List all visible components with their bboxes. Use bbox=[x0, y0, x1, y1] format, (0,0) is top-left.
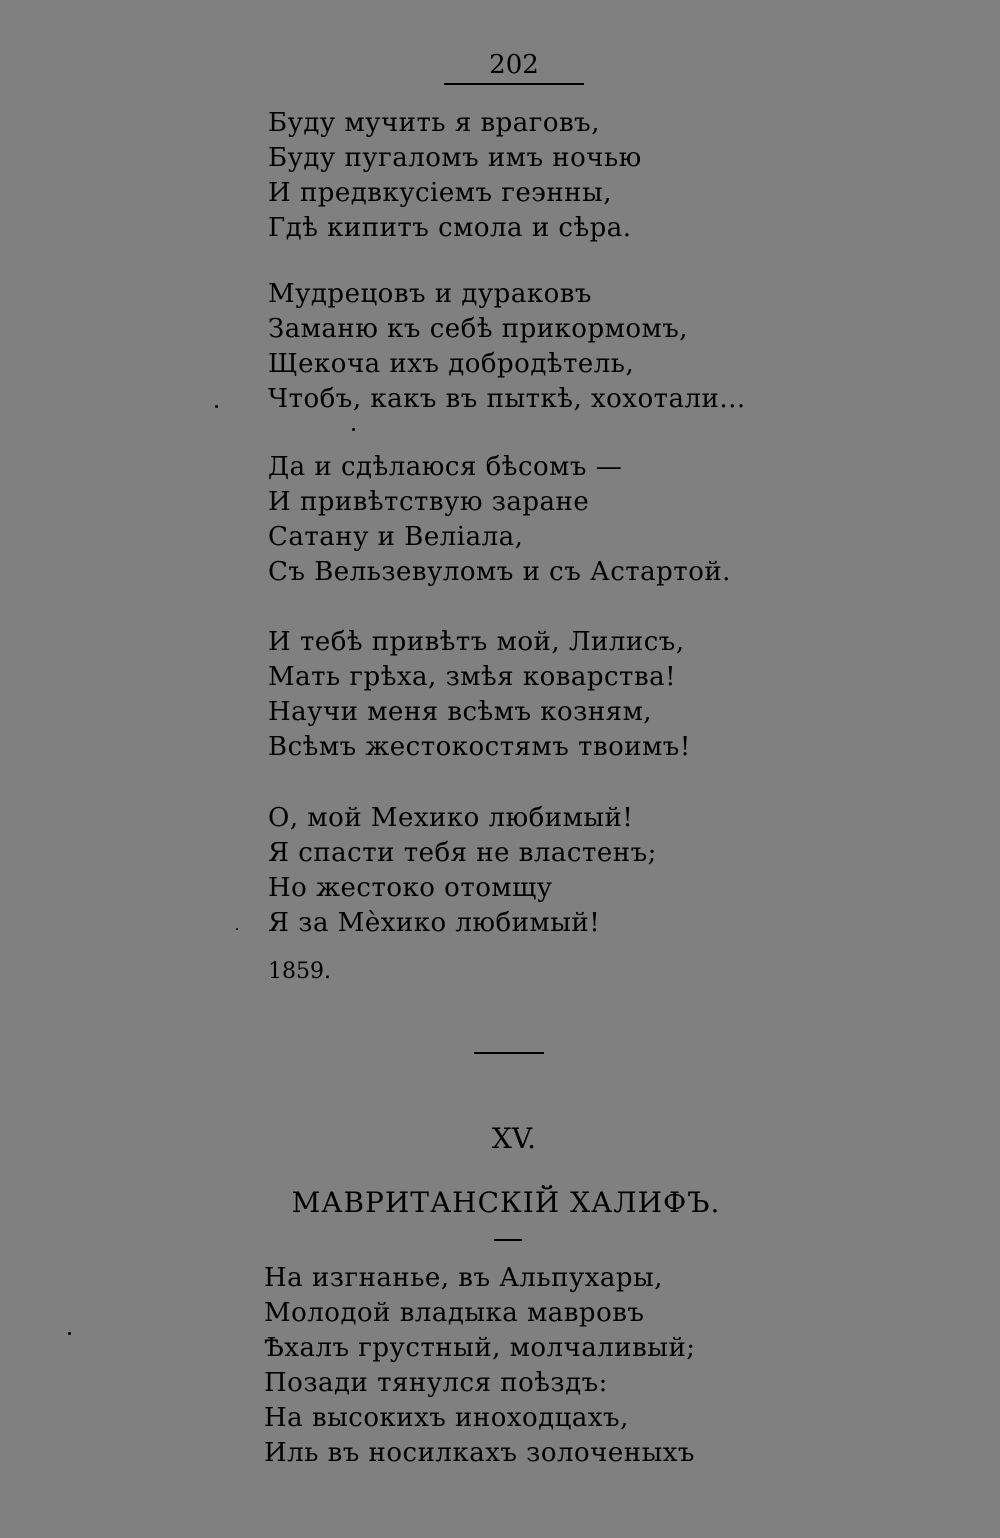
scan-speck bbox=[236, 928, 238, 930]
page-number: 202 bbox=[489, 50, 539, 80]
verse-line: Иль въ носилкахъ золоченыхъ bbox=[264, 1438, 695, 1468]
verse-line: На высокихъ иноходцахъ, bbox=[264, 1403, 629, 1433]
verse-line: Чтобъ, какъ въ пыткѣ, хохотали... bbox=[268, 384, 746, 414]
verse-line: Гдѣ кипитъ смола и сѣра. bbox=[268, 213, 632, 243]
stanza-5 bbox=[268, 801, 657, 941]
verse-line: Буду мучить я враговъ, bbox=[268, 108, 600, 138]
verse-line: Сатану и Веліала, bbox=[268, 522, 524, 552]
verse-line: Научи меня всѣмъ козням, bbox=[268, 697, 653, 727]
verse-line: Да и сдѣлаюся бѣсомъ — bbox=[268, 452, 623, 482]
verse-line: Мать грѣха, змѣя коварства! bbox=[268, 662, 677, 692]
stanza-4 bbox=[268, 625, 691, 765]
verse-line: И предвкусіемъ геэнны, bbox=[268, 178, 612, 208]
verse-line: Позади тянулся поѣздъ: bbox=[264, 1368, 608, 1398]
section-divider bbox=[474, 1052, 544, 1054]
verse-line: Мудрецовъ и дураковъ bbox=[268, 279, 592, 309]
verse-line: Молодой владыка мавровъ bbox=[264, 1298, 645, 1328]
verse-line: Я спасти тебя не властенъ; bbox=[268, 838, 657, 868]
stanza-1 bbox=[268, 106, 642, 246]
verse-line: На изгнанье, въ Альпухары, bbox=[264, 1263, 664, 1293]
title-divider bbox=[494, 1239, 522, 1241]
section-number: XV. bbox=[491, 1122, 537, 1155]
scan-speck bbox=[215, 405, 218, 408]
scan-speck bbox=[68, 1332, 71, 1335]
page-number-rule bbox=[444, 83, 584, 85]
scan-speck bbox=[352, 428, 355, 431]
stanza-2 bbox=[268, 277, 746, 417]
verse-line: О, мой Мехико любимый! bbox=[268, 803, 634, 833]
verse-line: Щекоча ихъ добродѣтель, bbox=[268, 349, 635, 379]
verse-line: Заманю къ себѣ прикормомъ, bbox=[268, 314, 689, 344]
verse-line: Съ Вельзевуломъ и съ Астартой. bbox=[268, 557, 731, 587]
verse-line: И привѣтствую заране bbox=[268, 487, 590, 517]
verse-line: Всѣмъ жестокостямъ твоимъ! bbox=[268, 732, 691, 762]
verse-line: И тебѣ привѣтъ мой, Лилисъ, bbox=[268, 627, 685, 657]
verse-line: Буду пугаломъ имъ ночью bbox=[268, 143, 642, 173]
stanza-next bbox=[264, 1261, 696, 1471]
section-title: МАВРИТАНСКІЙ ХАЛИФЪ. bbox=[291, 1186, 721, 1219]
poem-date: 1859. bbox=[268, 959, 331, 984]
verse-line: Я за Мѐхико любимый! bbox=[268, 908, 601, 938]
verse-line: Ѣхалъ грустный, молчаливый; bbox=[264, 1333, 696, 1363]
verse-line: Но жестоко отомщу bbox=[268, 873, 553, 903]
stanza-3 bbox=[268, 450, 731, 590]
